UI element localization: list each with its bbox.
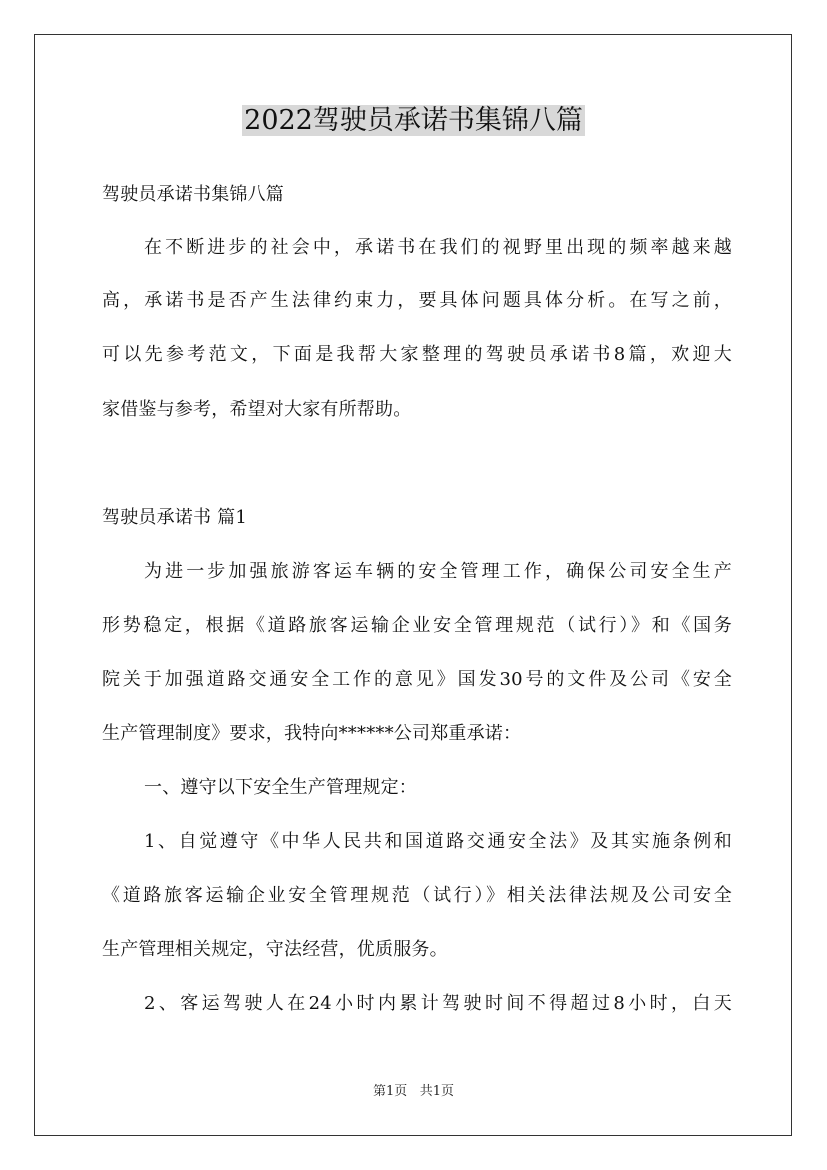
paragraph-line: 形势稳定，根据《道路旅客运输企业安全管理规范（试行）》和《国务 bbox=[102, 615, 732, 636]
paragraph-line: 生产管理制度》要求，我特向******公司郑重承诺： bbox=[102, 723, 522, 744]
subtitle-line: 驾驶员承诺书集锦八篇 bbox=[102, 184, 284, 205]
section-heading: 驾驶员承诺书 篇1 bbox=[102, 507, 247, 528]
paragraph-line: 为进一步加强旅游客运车辆的安全管理工作，确保公司安全生产 bbox=[144, 561, 732, 582]
paragraph-line: 《道路旅客运输企业安全管理规范（试行）》相关法律法规及公司安全 bbox=[102, 885, 732, 906]
paragraph-line: 一、遵守以下安全生产管理规定： bbox=[144, 777, 417, 798]
document-title bbox=[0, 100, 827, 142]
paragraph-line: 生产管理相关规定，守法经营，优质服务。 bbox=[102, 939, 448, 960]
page-total: 共1页 bbox=[419, 1084, 454, 1099]
paragraph-line: 家借鉴与参考，希望对大家有所帮助。 bbox=[102, 399, 412, 420]
paragraph-line: 高，承诺书是否产生法律约束力，要具体问题具体分析。在写之前， bbox=[102, 290, 732, 311]
paragraph-line: 院关于加强道路交通安全工作的意见》国发30号的文件及公司《安全 bbox=[102, 669, 732, 690]
document-title-text: 2022驾驶员承诺书集锦八篇 bbox=[244, 105, 583, 136]
paragraph-line: 可以先参考范文，下面是我帮大家整理的驾驶员承诺书8篇，欢迎大 bbox=[102, 344, 732, 365]
page-footer bbox=[0, 1083, 827, 1101]
paragraph-line: 在不断进步的社会中，承诺书在我们的视野里出现的频率越来越 bbox=[144, 237, 732, 258]
page-number: 第1页 bbox=[373, 1084, 408, 1099]
paragraph-line: 2、客运驾驶人在24小时内累计驾驶时间不得超过8小时，白天 bbox=[144, 993, 732, 1014]
paragraph-line: 1、自觉遵守《中华人民共和国道路交通安全法》及其实施条例和 bbox=[144, 831, 732, 852]
